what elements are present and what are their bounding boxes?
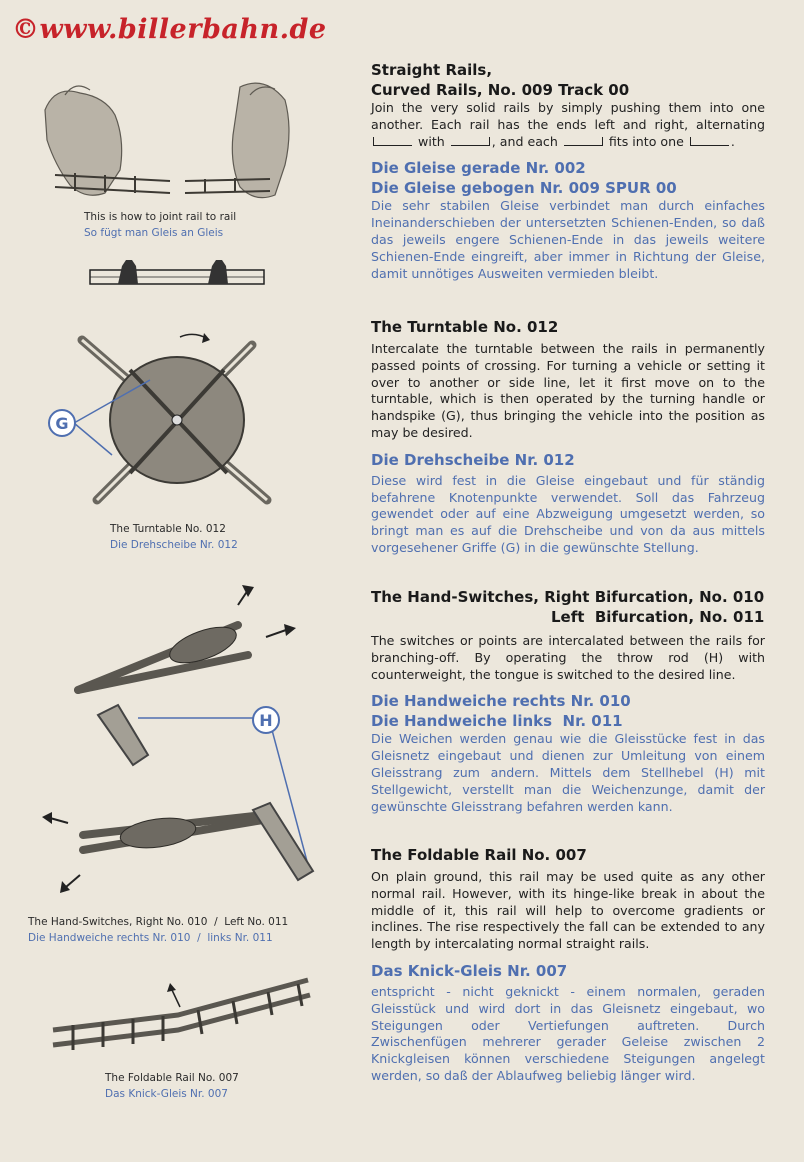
foldable-body-en: On plain ground, this rail may be used quite as any other normal rail. However, with its hinge-like break in about the middle of it, this rail will help to overcome gradients or inclines. The rise respectively the fall can be extended to any length by intercalating normal straight rails. — [371, 869, 765, 952]
rails-body-en-with: with — [418, 133, 445, 149]
arrow-right — [266, 630, 286, 637]
foldable-caption — [105, 1070, 239, 1102]
switches-body-de: Die Weichen werden genau wie die Gleisstücke fest in das Gleisnetz eingebaut und dienen zur Umleitung von einem Gleisstrang zum andern. Mittels dem Stellhebel (H) mit Stellgewicht, verstellt man die Weichenzunge, damit der gewünschte Gleisstrang befahren werden kann. — [371, 731, 765, 814]
switches-body-en: The switches or points are intercalated between the rails for branching-off. By operating the throw rod (H) with counterweight, the tongue is switched to the desired line. — [371, 633, 765, 682]
rail-joint-illustration — [35, 75, 305, 210]
switches-title-de-2: Die Handweiche links Nr. 011 — [371, 712, 623, 731]
throw-rod-right — [98, 705, 148, 765]
section-turntable — [371, 317, 765, 557]
arrow-down-left — [66, 875, 80, 887]
rail-end-left-icon — [373, 137, 412, 146]
switch-caption-en: The Hand-Switches, Right No. 010 / Left No. 011 — [28, 916, 289, 928]
rails-title-en-1: Straight Rails, — [371, 61, 493, 79]
turntable-illustration — [42, 325, 292, 520]
foldable-rail-illustration — [48, 970, 318, 1065]
rails-body-en-and-each: , and each — [491, 133, 558, 149]
rails-body-en-1: Join the very solid rails by simply pushing them into one another. Each rail has the ends left and right, alternating — [371, 100, 765, 132]
rails-body-en-fits: fits into one — [608, 133, 684, 149]
rails-body-de: Die sehr stabilen Gleise verbindet man durch einfaches Ineinanderschieben der untersetzten Schienen-Enden, so daß das jeweils engere Schienen-Ende in das jeweils weitere Schienen-Ende eingreift, aber immer in Richtung der Gleise, damit unnötiges Ausweiten vermieden bleibt. — [371, 198, 765, 281]
rail-clip-right — [208, 260, 228, 284]
turntable-title-de: Die Drehscheibe Nr. 012 — [371, 450, 575, 469]
section-foldable — [371, 845, 765, 1085]
section-switches — [371, 587, 765, 815]
foldable-caption-de: Das Knick-Gleis Nr. 007 — [105, 1088, 228, 1100]
rails-title-en-2: Curved Rails, No. 009 Track 00 — [371, 81, 630, 99]
rails-title-de-2: Die Gleise gebogen Nr. 009 SPUR 00 — [371, 179, 677, 198]
rail-end-right-icon — [451, 137, 490, 146]
joint-caption-de: So fügt man Gleis an Gleis — [84, 227, 224, 239]
rail-clip-left — [118, 260, 138, 284]
rail-end-right-icon-2 — [564, 137, 603, 146]
turntable-caption-en: The Turntable No. 012 — [110, 523, 226, 535]
arrow-left — [50, 818, 68, 823]
switches-title-en-2: Left Bifurcation, No. 011 — [551, 608, 765, 626]
switches-title-en-1: The Hand-Switches, Right Bifurcation, No. 010 — [371, 588, 765, 606]
foldable-title-en: The Foldable Rail No. 007 — [371, 846, 587, 864]
turntable-title-en: The Turntable No. 012 — [371, 318, 559, 336]
turntable-body-en: Intercalate the turntable between the rails in permanently passed points of crossing. For turning a vehicle or setting it over to another or side line, let it first move on to the turntable, which is then operated by the turning handle or handspike (G), thus bringing the vehicle into the position as may be desired. — [371, 341, 765, 440]
section-rails — [371, 60, 765, 282]
turntable-body-de: Diese wird fest in die Gleise eingebaut und für ständig befahrene Knotenpunkte verwendet. Soll das Fahrzeug gewendet oder auf eine Abzweigung umgesetzt werden, so bringt man es auf die Drehscheibe und von da aus mittels vorgesehener Griffe (G) in die gewünschte Stellung. — [371, 472, 765, 555]
watermark-url: ©www.billerbahn.de — [12, 14, 327, 45]
throw-rod-left — [253, 803, 313, 880]
switch-caption — [28, 914, 288, 946]
rail-end-left-icon-2 — [690, 137, 729, 146]
switches-title-de-1: Die Handweiche rechts Nr. 010 — [371, 692, 631, 711]
hinge-arrow — [172, 990, 180, 1007]
turntable-caption-de: Die Drehscheibe Nr. 012 — [110, 539, 238, 551]
foldable-title-de: Das Knick-Gleis Nr. 007 — [371, 961, 568, 980]
turntable-caption — [110, 521, 238, 553]
hand-switch-illustration — [38, 575, 338, 900]
foldable-body-de: entspricht - nicht geknickt - einem normalen, geraden Gleisstück und wird dort in das Gleisnetz eingebaut, wo Steigungen oder Vertiefungen auftreten. Durch Zwischenfügen mehrerer gerader Geleise zwischen 2 Knickgleisen können verschiedene Steigungen angelegt werden, so daß der Ablaufweg beliebig länger wird. — [371, 983, 765, 1083]
switch-caption-de: Die Handweiche rechts Nr. 010 / links Nr. 011 — [28, 932, 273, 944]
rail-profile-diagram — [88, 252, 268, 292]
foldable-caption-en: The Foldable Rail No. 007 — [105, 1072, 239, 1084]
rails-body-en: Join the very solid rails by simply pushing them into one another. Each rail has the ends left and right, alternating with , and each fits into one . — [371, 100, 765, 149]
rails-title-de-1: Die Gleise gerade Nr. 002 — [371, 159, 586, 178]
marker-g-label: G — [55, 414, 69, 433]
joint-caption-en: This is how to joint rail to rail — [84, 211, 237, 223]
joint-caption — [84, 209, 236, 241]
marker-h-label: H — [259, 711, 273, 730]
